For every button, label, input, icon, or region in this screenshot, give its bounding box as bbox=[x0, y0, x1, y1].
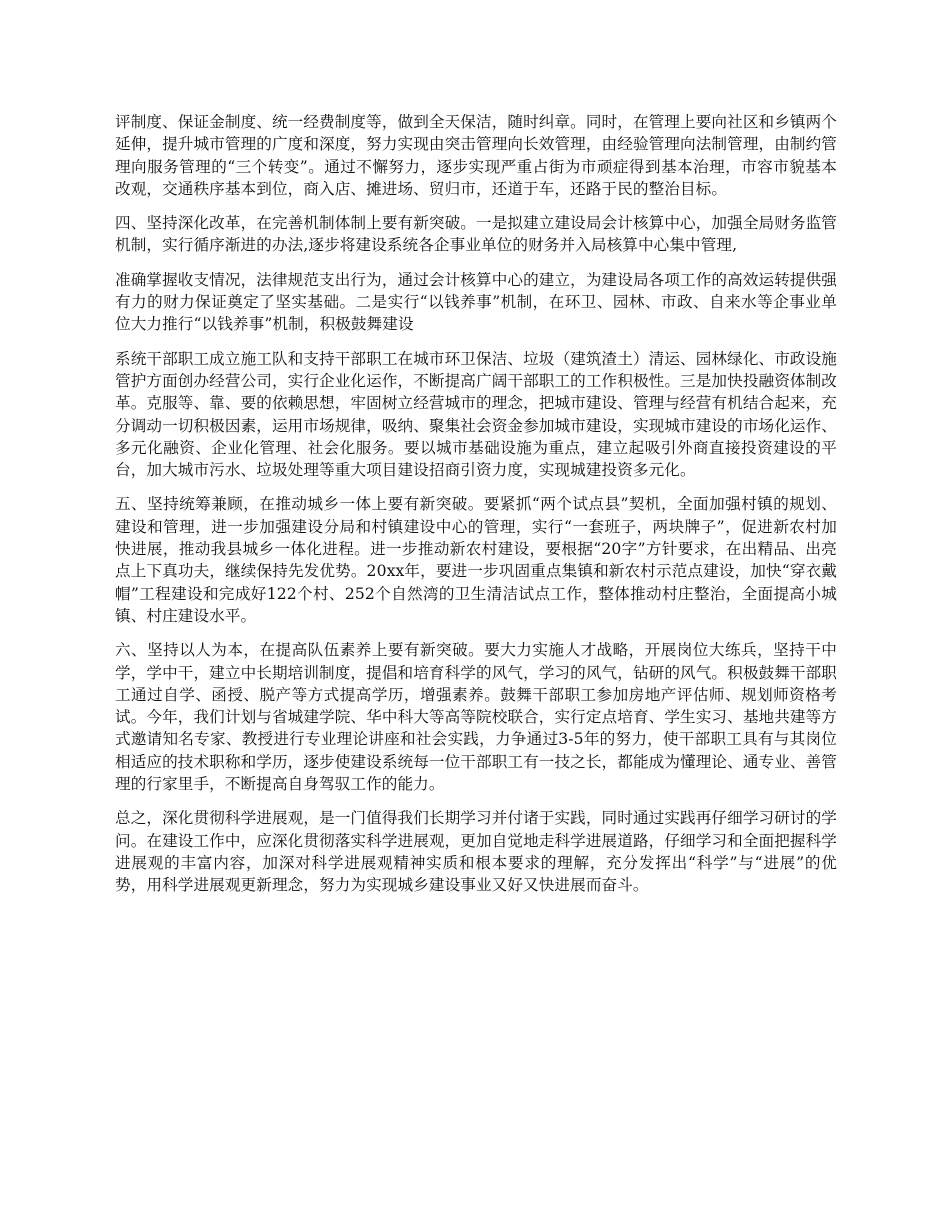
paragraph-conclusion: 总之，深化贯彻科学进展观，是一门值得我们长期学习并付诸于实践，同时通过实践再仔细学习研讨的学问。在建设工作中，应深化贯彻落实科学进展观，更加自觉地走科学进展道路，仔细学习和全面把握科学进展观的丰富内容，加深对科学进展观精神实质和根本要求的理解，充分发挥出“科学”与“进展”的优势，用科学进展观更新理念，努力为实现城乡建设事业又好又快进展而奋斗。 bbox=[115, 809, 837, 895]
paragraph-investment-reform: 系统干部职工成立施工队和支持干部职工在城市环卫保洁、垃圾（建筑渣土）清运、园林绿化、市政设施管护方面创办经营公司，实行企业化运作，不断提高广阔干部职工的工作积极性。三是加快投融资体制改革。克服等、靠、要的依赖思想，牢固树立经营城市的理念，把城市建设、管理与经营有机结合起来，充分调动一切积极因素，运用市场规律，吸纳、聚集社会资金参加城市建设，实现城市建设的市场化运作、多元化融资、企业化管理、社会化服务。要以城市基础设施为重点，建立起吸引外商直接投资建设的平台，加大城市污水、垃圾处理等重大项目建设招商引资力度，实现城建投资多元化。 bbox=[115, 349, 837, 480]
paragraph-urban-rural-part-five: 五、坚持统筹兼顾，在推动城乡一体上要有新突破。要紧抓“两个试点县”契机，全面加强村镇的规划、建设和管理，进一步加强建设分局和村镇建设中心的管理，实行“一套班子，两块牌子”，促进新农村加快进展，推动我县城乡一体化进程。进一步推动新农村建设，要根据“20字”方针要求，在出精品、出亮点上下真功夫，继续保持先发优势。20xx年，要进一步巩固重点集镇和新农村示范点建设，加快“穿衣戴帽”工程建设和完成好122个村、252个自然湾的卫生清洁试点工作，整体推动村庄整治，全面提高小城镇、村庄建设水平。 bbox=[115, 495, 837, 625]
paragraph-talent-part-six: 六、坚持以人为本，在提高队伍素养上要有新突破。要大力实施人才战略，开展岗位大练兵，坚持干中学，学中干，建立中长期培训制度，提倡和培育科学的风气，学习的风气，钻研的风气。积极鼓舞干部职工通过自学、函授、脱产等方式提高学历，增强素养。鼓舞干部职工参加房地产评估师、规划师资格考试。今年，我们计划与省城建学院、华中科大等高等院校联合，实行定点培育、学生实习、基地共建等方式邀请知名专家、教授进行专业理论讲座和社会实践，力争通过3-5年的努力，使干部职工具有与其岗位相适应的技术职称和学历，逐步使建设系统每一位干部职工有一技之长，都能成为懂理论、通专业、善管理的行家里手，不断提高自身驾驭工作的能力。 bbox=[115, 641, 837, 794]
paragraph-accounting-center: 准确掌握收支情况，法律规范支出行为，通过会计核算中心的建立，为建设局各项工作的高效运转提供强有力的财力保证奠定了坚实基础。二是实行“以钱养事”机制，在环卫、园林、市政、自来水等企事业单位大力推行“以钱养事”机制，积极鼓舞建设 bbox=[115, 270, 837, 334]
document-body bbox=[115, 111, 837, 909]
paragraph-management-goals: 评制度、保证金制度、统一经费制度等，做到全天保洁，随时纠章。同时，在管理上要向社区和乡镇两个延伸，提升城市管理的广度和深度，努力实现由突击管理向长效管理，由经验管理向法制管理，由制约管理向服务管理的“三个转变”。通过不懈努力，逐步实现严重占街为市顽症得到基本治理，市容市貌基本改观，交通秩序基本到位，商入店、摊进场、贸归市，还道于车，还路于民的整治目标。 bbox=[115, 113, 837, 198]
paragraph-reform-part-four: 四、坚持深化改革，在完善机制体制上要有新突破。一是拟建立建设局会计核算中心，加强全局财务监管机制，实行循序渐进的办法,逐步将建设系统各企事业单位的财务并入局核算中心集中管理, bbox=[115, 214, 837, 255]
